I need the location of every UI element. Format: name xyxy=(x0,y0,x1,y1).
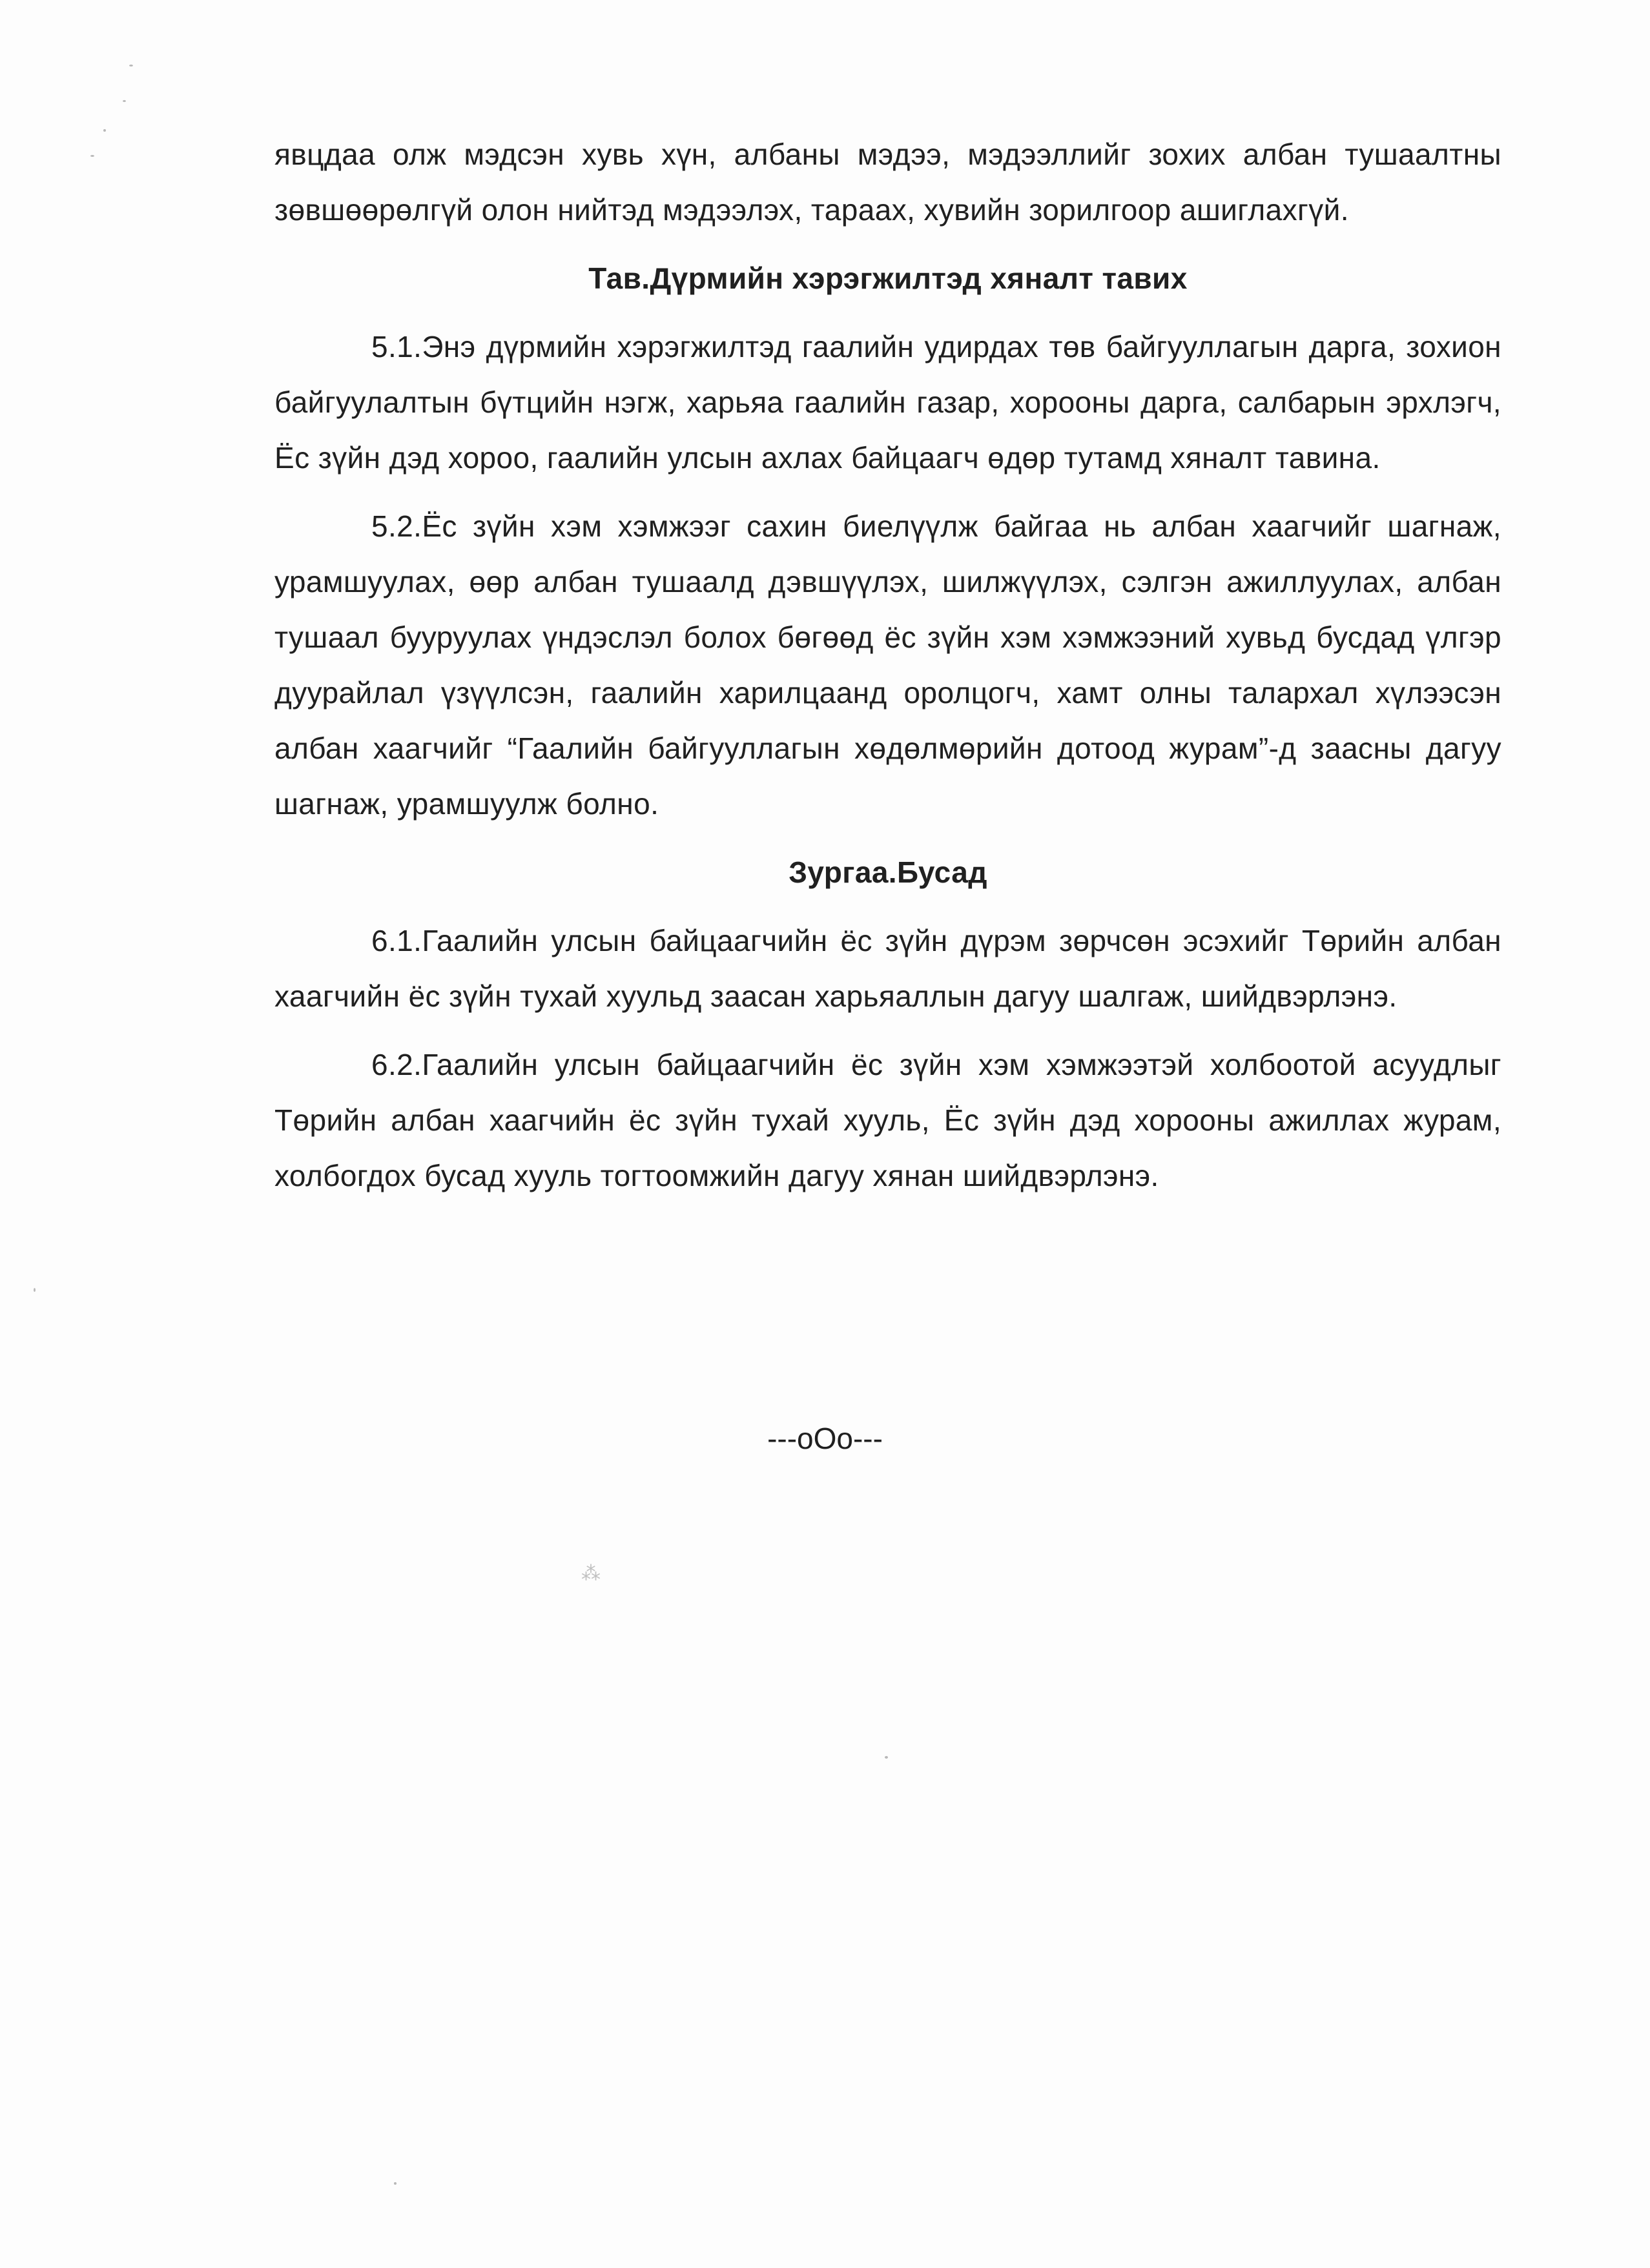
section-5-heading: Тав.Дүрмийн хэрэгжилтэд хяналт тавих xyxy=(588,261,1188,295)
paragraph-6-2: 6.2.Гаалийн улсын байцаагчийн ёс зүйн хэм хэмжээтэй холбоотой асуудлыг Төрийн албан хаагчийн ёс зүйн тухай хууль, Ёс зүйн дэд хорооны ажиллах журам, холбогдох бусад хууль тогтоомжийн дагуу хянан шийдвэрлэнэ. xyxy=(274,1048,1501,1192)
paragraph-5-1: 5.1.Энэ дүрмийн хэрэгжилтэд гаалийн удирдах төв байгууллагын дарга, зохион байгуулалтын бүтцийн нэгж, харьяа гаалийн газар, хорооны дарга, салбарын эрхлэгч, Ёс зүйн дэд хороо, гаалийн улсын ахлах байцаагч өдөр тутамд хяналт тавина. xyxy=(274,330,1501,475)
scan-speck xyxy=(129,65,133,66)
scan-speck xyxy=(394,2182,397,2185)
scan-smudge: ⁂ xyxy=(581,1562,601,1585)
paragraph-6-1: 6.1.Гаалийн улсын байцаагчийн ёс зүйн дүрэм зөрчсөн эсэхийг Төрийн албан хаагчийн ёс зүйн тухай хуульд заасан харьяаллын дагуу шалгаж, шийдвэрлэнэ. xyxy=(274,924,1501,1013)
scan-speck xyxy=(34,1288,36,1292)
scan-speck xyxy=(90,155,94,157)
scan-speck xyxy=(103,129,106,132)
scan-speck xyxy=(885,1756,888,1759)
closing-mark: ---oOo--- xyxy=(767,1422,883,1455)
scan-speck xyxy=(123,100,126,102)
document-body xyxy=(274,127,1501,1203)
paragraph-5-2: 5.2.Ёс зүйн хэм хэмжээг сахин биелүүлж байгаа нь албан хаагчийг шагнаж, урамшуулах, өөр албан тушаалд дэвшүүлэх, шилжүүлэх, сэлгэн ажиллуулах, албан тушаал бууруулах үндэслэл болох бөгөөд ёс зүйн хэм хэмжээний хувьд бусдад үлгэр дуурайлал үзүүлсэн, гаалийн харилцаанд оролцогч, хамт олны талархал хүлээсэн албан хаагчийг “Гаалийн байгууллагын хөдөлмөрийн дотоод журам”-д заасны дагуу шагнаж, урамшуулж болно. xyxy=(274,509,1501,821)
section-6-heading: Зургаа.Бусад xyxy=(789,855,987,889)
paragraph-intro: явцдаа олж мэдсэн хувь хүн, албаны мэдээ, мэдээллийг зохих албан тушаалтны зөвшөөрөлгүй олон нийтэд мэдээлэх, тараах, хувийн зорилгоор ашиглахгүй. xyxy=(274,138,1501,227)
